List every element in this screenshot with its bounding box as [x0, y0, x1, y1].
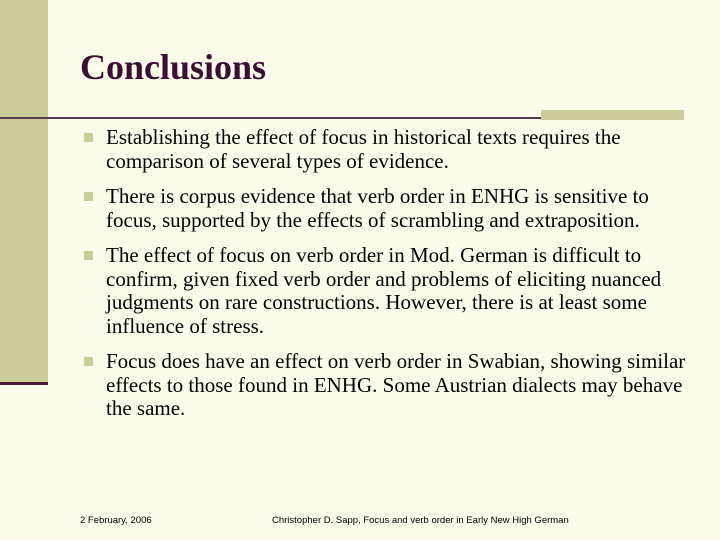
square-bullet-icon [84, 133, 93, 142]
square-bullet-icon [84, 251, 93, 260]
footer-credit: Christopher D. Sapp, Focus and verb order in Early New High German [272, 515, 569, 526]
bullet-item [82, 126, 692, 173]
title-underline-block [541, 110, 684, 120]
bullet-list [82, 126, 692, 433]
bullet-text: Focus does have an effect on verb order in Swabian, showing similar effects to those found in ENHG. Some Austrian dialects may behave the same. [106, 349, 686, 420]
side-accent-line [0, 382, 48, 385]
bullet-text: There is corpus evidence that verb order in ENHG is sensitive to focus, supported by the effects of scrambling and extraposition. [106, 184, 649, 232]
bullet-text: Establishing the effect of focus in historical texts requires the comparison of several types of evidence. [106, 125, 621, 173]
title-underline [0, 117, 541, 119]
square-bullet-icon [84, 357, 93, 366]
bullet-text: The effect of focus on verb order in Mod. German is difficult to confirm, given fixed verb order and problems of eliciting nuanced judgments on rare constructions. However, there is at least some influence of stress. [106, 243, 662, 338]
square-bullet-icon [84, 192, 93, 201]
side-accent-bar [0, 0, 48, 382]
bullet-item [82, 244, 692, 338]
slide-title: Conclusions [80, 47, 267, 87]
bullet-item [82, 185, 692, 232]
bullet-item [82, 350, 692, 421]
footer-date: 2 February, 2006 [80, 515, 152, 526]
